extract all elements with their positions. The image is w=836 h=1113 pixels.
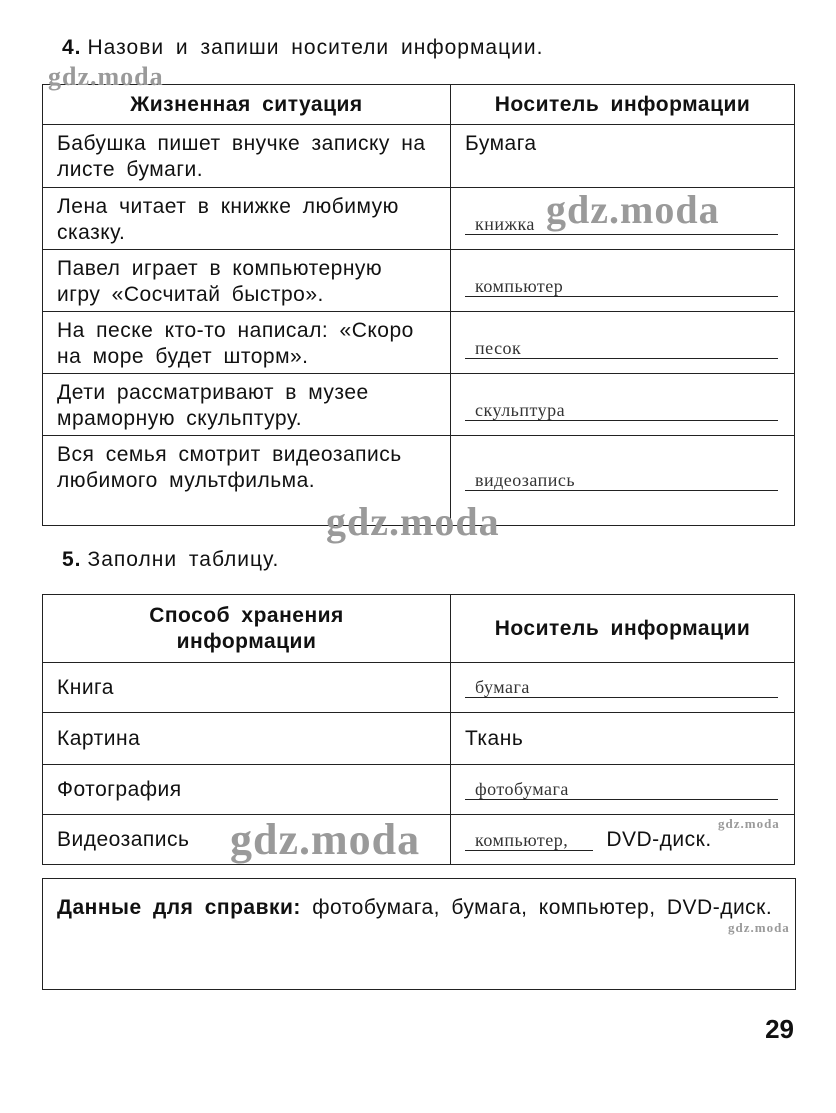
table-row	[43, 713, 795, 765]
watermark: gdz.moda	[48, 62, 164, 91]
carrier-answer: компьютер,	[465, 830, 593, 851]
header-carrier: Носитель информации	[451, 85, 795, 125]
table-row	[43, 663, 795, 713]
method-cell: Книга	[43, 663, 451, 713]
task4-title	[62, 36, 543, 60]
watermark: gdz.moda	[230, 815, 421, 864]
table-row	[43, 765, 795, 815]
carrier-answer: компьютер	[465, 276, 778, 297]
carrier-printed: Ткань	[451, 713, 795, 765]
table-row	[43, 125, 795, 188]
carrier-answer: видеозапись	[465, 470, 778, 491]
task4-table	[42, 84, 795, 526]
header-situation: Жизненная ситуация	[43, 85, 451, 125]
header-carrier: Носитель информации	[451, 595, 795, 663]
situation-cell: Бабушка пишет внучке записку на листе бумаги.	[43, 125, 451, 188]
watermark: gdz.moda	[326, 499, 500, 544]
reference-label: Данные для справки:	[57, 896, 301, 919]
page-number: 29	[765, 1014, 794, 1044]
watermark: gdz.moda	[718, 816, 780, 831]
carrier-printed: DVD-диск.	[606, 827, 712, 851]
task5-number: 5.	[62, 548, 82, 571]
carrier-answer: книжка	[465, 214, 778, 235]
situation-cell: Лена читает в книжке любимую сказку.	[43, 188, 451, 250]
situation-cell: Павел играет в компьютерную игру «Сосчитай быстро».	[43, 250, 451, 312]
situation-cell: Вся семья смотрит видеозапись любимого мультфильма.	[43, 436, 451, 526]
carrier-printed: Бумага	[451, 125, 795, 188]
method-cell: Фотография	[43, 765, 451, 815]
carrier-answer: песок	[465, 338, 778, 359]
situation-cell: На песке кто-то написал: «Скоро на море будет шторм».	[43, 312, 451, 374]
reference-text: фотобумага, бумага, компьютер, DVD-диск.	[312, 896, 773, 919]
table-row	[43, 374, 795, 436]
task4-number: 4.	[62, 36, 82, 59]
table-row	[43, 312, 795, 374]
carrier-answer: бумага	[465, 677, 778, 698]
method-cell: Картина	[43, 713, 451, 765]
method-cell: Видеозапись	[43, 815, 451, 865]
carrier-answer: фотобумага	[465, 779, 778, 800]
header-method: Способ хранения информации	[43, 595, 451, 663]
task5-title	[62, 548, 279, 572]
task4-title-text: Назови и запиши носители информации.	[87, 36, 544, 59]
reference-box	[42, 878, 796, 990]
watermark: gdz.moda	[546, 187, 720, 232]
task5-title-text: Заполни таблицу.	[87, 548, 280, 571]
carrier-answer: скульптура	[465, 400, 778, 421]
table-header-row	[43, 595, 795, 663]
situation-cell: Дети рассматривают в музее мраморную скульптуру.	[43, 374, 451, 436]
table-row	[43, 250, 795, 312]
watermark: gdz.moda	[728, 920, 790, 935]
